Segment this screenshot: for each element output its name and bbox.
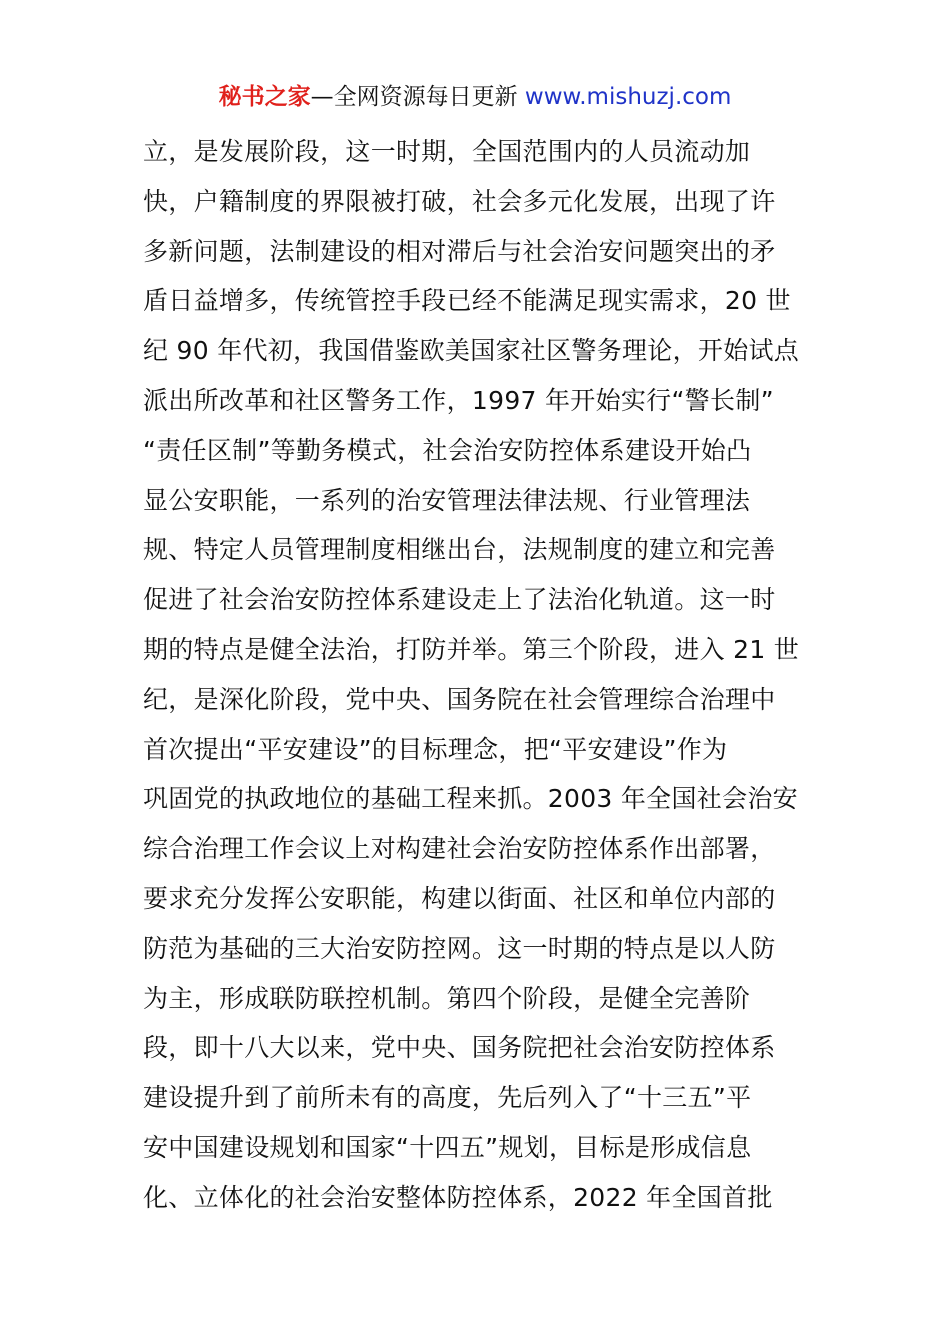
text-line: 要求充分发挥公安职能，构建以街面、社区和单位内部的 [143,883,776,913]
text-line: 巩固党的执政地位的基础工程来抓。2003 年全国社会治安 [143,784,798,814]
text-line: 安中国建设规划和国家“十四五”规划，目标是形成信息 [143,1132,752,1162]
site-header [0,80,950,114]
text-line: 为主，形成联防联控机制。第四个阶段，是健全完善阶 [143,983,751,1013]
text-line: 规、特定人员管理制度相继出台，法规制度的建立和完善 [143,535,776,565]
header-tagline: —全网资源每日更新 [310,84,525,110]
text-line: 立，是发展阶段，这一时期，全国范围内的人员流动加 [143,137,751,166]
text-line: 纪 90 年代初，我国借鉴欧美国家社区警务理论，开始试点 [143,336,800,366]
text-line: 期的特点是健全法治，打防并举。第三个阶段，进入 21 世 [143,634,800,664]
text-line: 纪，是深化阶段，党中央、国务院在社会管理综合治理中 [143,684,776,714]
text-line: 多新问题，法制建设的相对滞后与社会治安问题突出的矛 [143,236,776,266]
text-line: 派出所改革和社区警务工作，1997 年开始实行“警长制” [143,385,774,415]
brand-name: 秘书之家 [218,84,311,110]
text-line: 快，户籍制度的界限被打破，社会多元化发展，出现了许 [143,186,776,216]
text-line: 显公安职能，一系列的治安管理法律法规、行业管理法 [143,485,751,515]
text-line: 盾日益增多，传统管控手段已经不能满足现实需求，20 世 [143,286,791,316]
document-body [143,127,823,1223]
text-line: 建设提升到了前所未有的高度，先后列入了“十三五”平 [143,1083,752,1113]
text-line: 防范为基础的三大治安防控网。这一时期的特点是以人防 [143,933,776,963]
text-line: 促进了社会治安防控体系建设走上了法治化轨道。这一时 [143,585,776,615]
text-line: 化、立体化的社会治安整体防控体系，2022 年全国首批 [143,1182,773,1212]
text-line: 综合治理工作会议上对构建社会治安防控体系作出部署， [143,834,776,864]
text-line: 首次提出“平安建设”的目标理念，把“平安建设”作为 [143,734,728,764]
site-url-link[interactable]: www.mishuzj.com [524,84,732,110]
text-line: “责任区制”等勤务模式，社会治安防控体系建设开始凸 [143,435,752,465]
text-line: 段，即十八大以来，党中央、国务院把社会治安防控体系 [143,1033,776,1063]
